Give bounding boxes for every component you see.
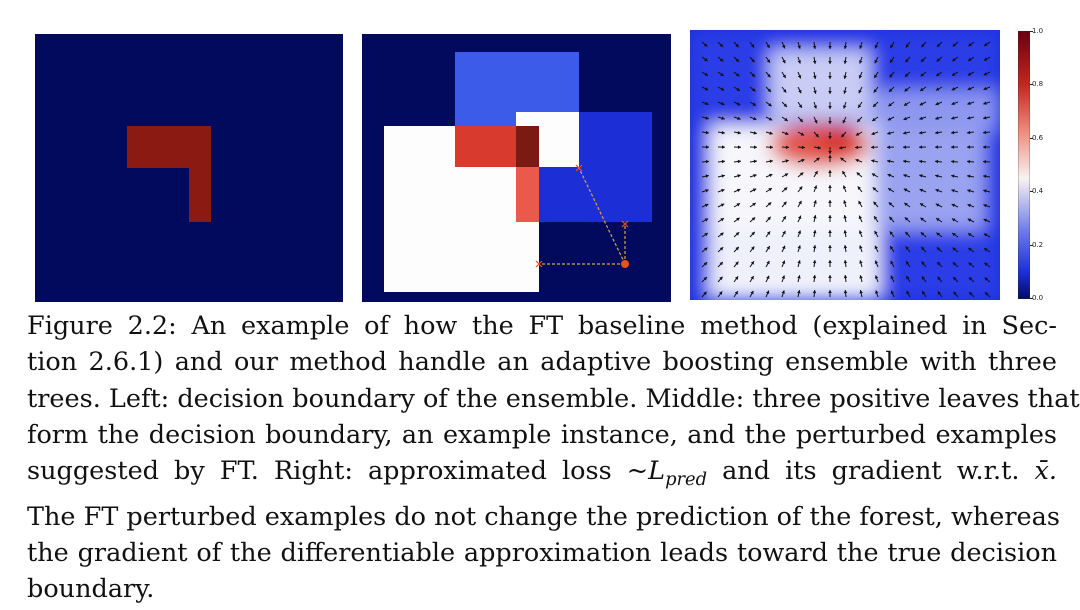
positive-leaves-panel	[362, 34, 671, 302]
colorbar-tick-label: 0.8	[1032, 80, 1044, 88]
decision-boundary-panel	[35, 34, 343, 302]
colorbar	[1018, 31, 1030, 299]
caption-line: Figure 2.2: An example of how the FT baseline method (explained in Sec-	[27, 311, 1057, 341]
colorbar-tick-label: 0.2	[1032, 241, 1044, 249]
loss-symbol: $\sim L_{pred}$	[626, 456, 708, 491]
gradient-symbol: x̄.	[1034, 456, 1058, 487]
colorbar-tick-label: 1.0	[1032, 27, 1044, 35]
loss-heatmap	[690, 30, 1000, 300]
caption-line: trees. Left: decision boundary of the ensemble. Middle: three positive leaves that	[27, 383, 1080, 414]
caption-line: tion 2.6.1) and our method handle an adaptive boosting ensemble with three	[27, 347, 1057, 378]
example-instance	[621, 260, 629, 268]
gradient-field-panel	[690, 30, 1000, 300]
leaf-darkred	[516, 126, 539, 167]
caption-line-with-math	[27, 453, 1057, 498]
figure-caption	[27, 308, 1080, 607]
leaf-pale-red	[516, 167, 539, 222]
leaf-red	[455, 126, 516, 167]
colorbar-tick-label: 0.6	[1032, 134, 1044, 142]
caption-text: and its gradient w.r.t.	[722, 456, 1020, 487]
caption-text: suggested by FT. Right: approximated loss	[27, 456, 612, 487]
caption-line: form the decision boundary, an example instance, and the perturbed examples	[27, 419, 1057, 450]
caption-line: The FT perturbed examples do not change the prediction of the forest, whereas	[27, 501, 1060, 532]
colorbar-tick-label: 0.4	[1032, 187, 1044, 195]
caption-line: the gradient of the differentiable approximation leads toward the true decision	[27, 537, 1057, 568]
loss-subscript: pred	[665, 469, 708, 491]
colorbar-tick-label: 0.0	[1032, 294, 1044, 302]
caption-line: boundary.	[27, 574, 155, 605]
